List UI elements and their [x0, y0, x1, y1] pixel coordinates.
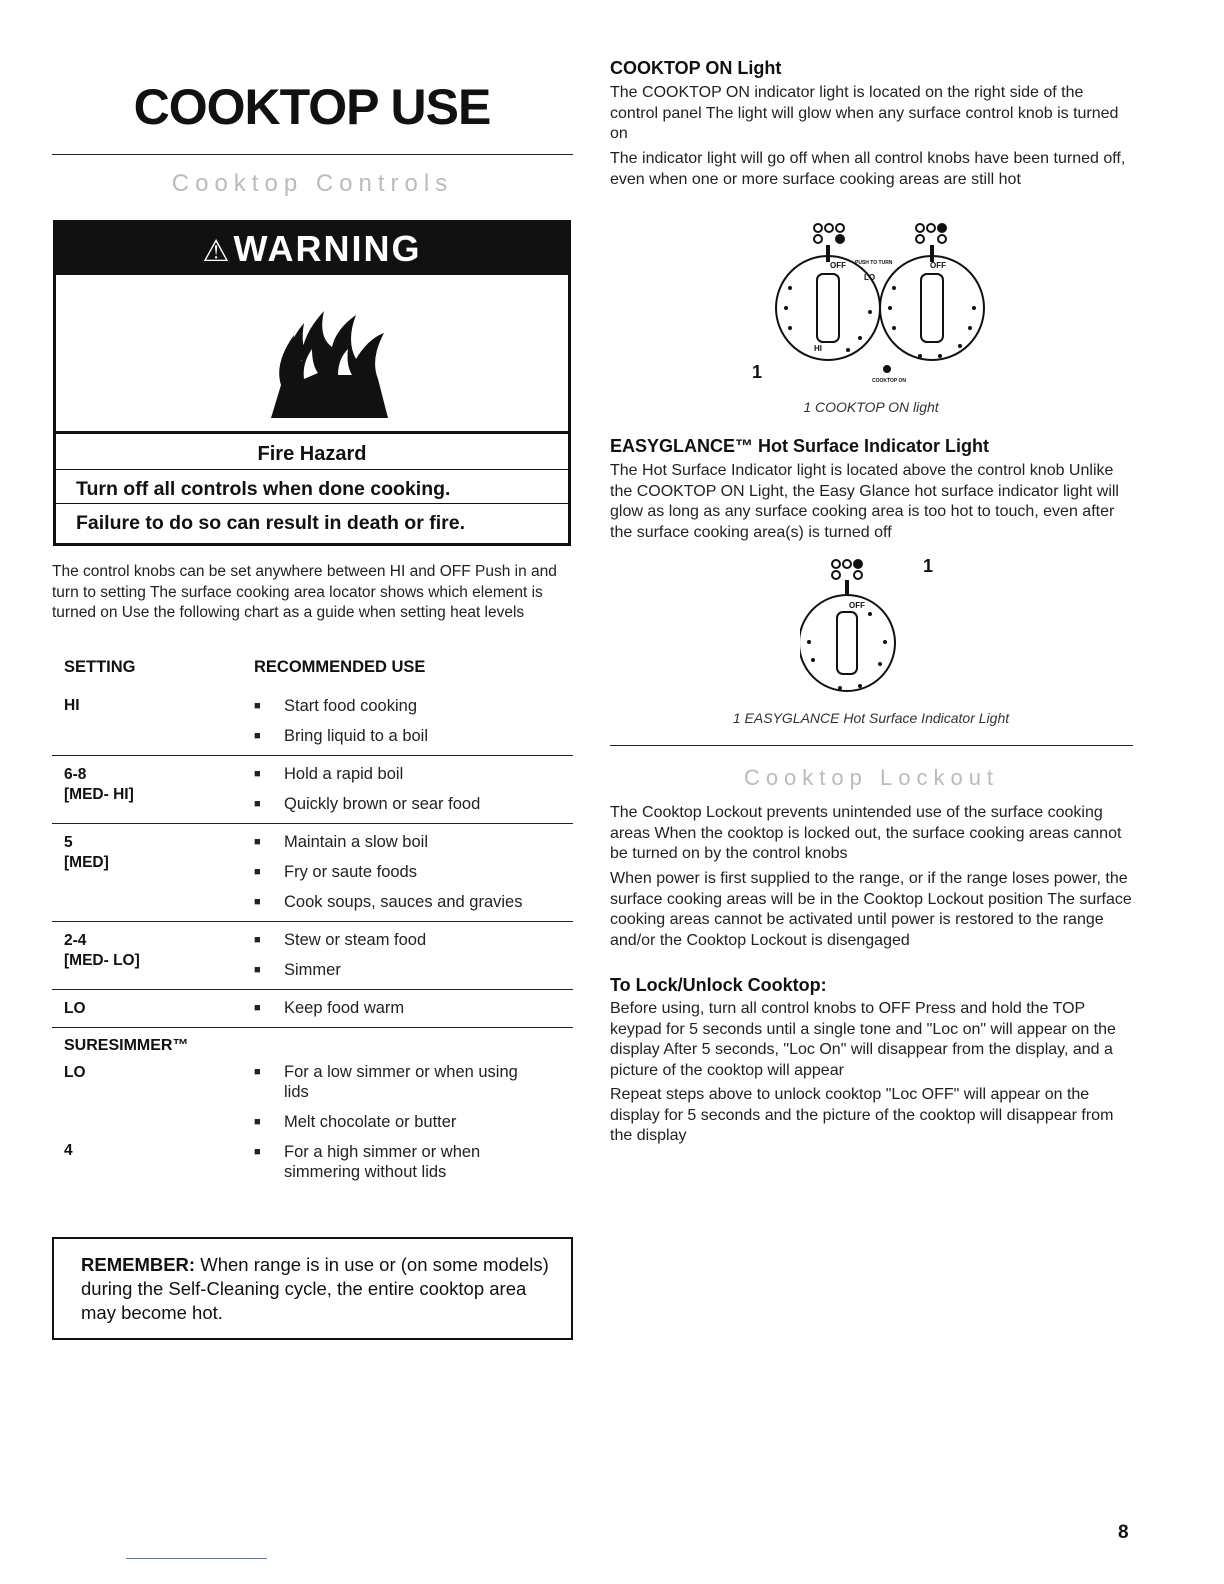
table-row-divider	[52, 921, 573, 922]
remember-label: REMEMBER:	[81, 1254, 196, 1275]
knob-off-label: OFF	[849, 601, 865, 610]
cooktop-on-paragraph-1: The COOKTOP ON indicator light is located on the right side of the control panel The light will glow when any surface control knob is turned on	[610, 84, 1119, 142]
warning-triangle-icon: ⚠	[202, 235, 232, 268]
easyglance-paragraph: The Hot Surface Indicator light is located above the control knob Unlike the COOKTOP ON Light, the Easy Glance hot surface indicator light will glow as long as any surface cooking area is too hot to touch, even after the surface cooking area(s) is turned off	[610, 462, 1119, 541]
table-row-divider	[52, 755, 573, 756]
use-item: ■ For a low simmer or when using lids	[254, 1063, 518, 1101]
flame-area	[56, 275, 568, 434]
lockout-paragraph-1: The Cooktop Lockout prevents unintended use of the surface cooking areas When the cooktop is locked out, the surface cooking areas cannot be turned on by the control knobs	[610, 804, 1122, 862]
warning-banner-text: WARNING	[233, 228, 422, 269]
use-item: ■ Quickly brown or sear food	[254, 795, 481, 813]
warning-line-1: Turn off all controls when done cooking.	[76, 478, 451, 500]
lock-unlock-subheading: To Lock/Unlock Cooktop:	[610, 975, 827, 995]
easyglance-knob-figure	[800, 556, 950, 696]
lockout-paragraph-3: Before using, turn all control knobs to OFF Press and hold the TOP keypad for 5 seconds until a single tone and "Loc on" will appear on the display After 5 seconds, "Loc On" will disappear from the display, and a picture of the cooktop will appear	[610, 1000, 1116, 1079]
remember-text: When range is in use or (on some models) during the Self-Cleaning cycle, the entire cooktop area may become hot.	[81, 1254, 549, 1323]
use-item: ■ Stew or steam food	[254, 931, 427, 949]
section-divider	[610, 745, 1133, 746]
setting-label: 4	[64, 1142, 73, 1159]
push-to-turn-label: PUSH TO TURN	[855, 260, 893, 266]
figure-caption: 1 COOKTOP ON light	[803, 399, 939, 415]
page-title: COOKTOP USE	[133, 79, 491, 135]
cooktop-on-knobs-figure	[740, 218, 1020, 396]
column-header-setting: SETTING	[64, 658, 136, 676]
setting-label: HI	[64, 697, 80, 714]
use-item: ■ Bring liquid to a boil	[254, 727, 429, 745]
section-divider	[52, 154, 573, 155]
lockout-paragraph-4: Repeat steps above to unlock cooktop "Loc OFF" will appear on the display for 5 seconds and the picture of the cooktop will disappear from the display	[610, 1086, 1114, 1144]
table-row-divider	[52, 823, 573, 824]
intro-paragraph: The control knobs can be set anywhere between HI and OFF Push in and turn to setting The surface cooking area locator shows which element is turned on Use the following chart as a guide when setting heat levels	[52, 563, 557, 621]
fire-flame-icon	[56, 275, 568, 431]
setting-label: 2-4 [MED- LO]	[64, 932, 140, 969]
figure-callout: 1	[923, 556, 934, 576]
setting-label: 6-8 [MED- HI]	[64, 766, 134, 803]
page-number: 8	[1118, 1522, 1129, 1543]
warning-box	[53, 220, 571, 546]
table-row-divider	[52, 989, 573, 990]
cooktop-on-paragraph-2: The indicator light will go off when all control knobs have been turned off, even when one or more surface cooking areas are still hot	[610, 150, 1126, 188]
knob-hi-label: HI	[814, 344, 822, 353]
figure-callout: 1	[752, 362, 763, 382]
warning-banner	[56, 223, 568, 275]
easyglance-heading: EASYGLANCE™ Hot Surface Indicator Light	[610, 436, 990, 456]
cooktop-on-indicator-label: COOKTOP ON	[872, 378, 906, 384]
setting-label: LO	[64, 1000, 86, 1017]
warning-separator	[56, 469, 568, 470]
faded-section-heading: Cooktop Controls	[171, 170, 454, 197]
cooktop-on-indicator-dot	[883, 365, 891, 373]
column-header-recommended-use: RECOMMENDED USE	[254, 658, 426, 676]
use-item: ■ Simmer	[254, 961, 341, 979]
use-item: ■ Cook soups, sauces and gravies	[254, 893, 523, 911]
use-item: ■ Fry or saute foods	[254, 863, 417, 881]
use-item: ■ For a high simmer or when simmering without lids	[254, 1143, 481, 1181]
warning-separator	[56, 503, 568, 504]
use-item: ■ Melt chocolate or butter	[254, 1113, 457, 1131]
use-item: ■ Start food cooking	[254, 697, 417, 715]
footer-link-underline	[126, 1558, 267, 1559]
knob-lo-label: LO	[864, 273, 876, 282]
lockout-paragraph-2: When power is first supplied to the range, or if the range loses power, the surface cooking areas will be in the Cooktop Lockout position The surface cooking areas cannot be activated until power is restored to the range and/or the Cooktop Lockout is disengaged	[610, 870, 1132, 949]
setting-label: LO	[64, 1064, 86, 1081]
remember-box	[52, 1237, 573, 1340]
hazard-title: Fire Hazard	[257, 443, 367, 465]
table-row-divider	[52, 1027, 573, 1028]
use-item: ■ Keep food warm	[254, 999, 405, 1017]
setting-label: 5 [MED]	[64, 834, 109, 871]
knob-off-label: OFF	[830, 261, 846, 270]
figure-caption: 1 EASYGLANCE Hot Surface Indicator Light	[732, 710, 1010, 726]
use-item: ■ Hold a rapid boil	[254, 765, 404, 783]
suresimmer-label: SURESIMMER™	[64, 1037, 189, 1054]
knob-off-label: OFF	[930, 261, 946, 270]
faded-section-heading: Cooktop Lockout	[743, 765, 1000, 790]
cooktop-on-heading: COOKTOP ON Light	[610, 58, 782, 78]
use-item: ■ Maintain a slow boil	[254, 833, 428, 851]
warning-line-2: Failure to do so can result in death or fire.	[76, 512, 465, 534]
